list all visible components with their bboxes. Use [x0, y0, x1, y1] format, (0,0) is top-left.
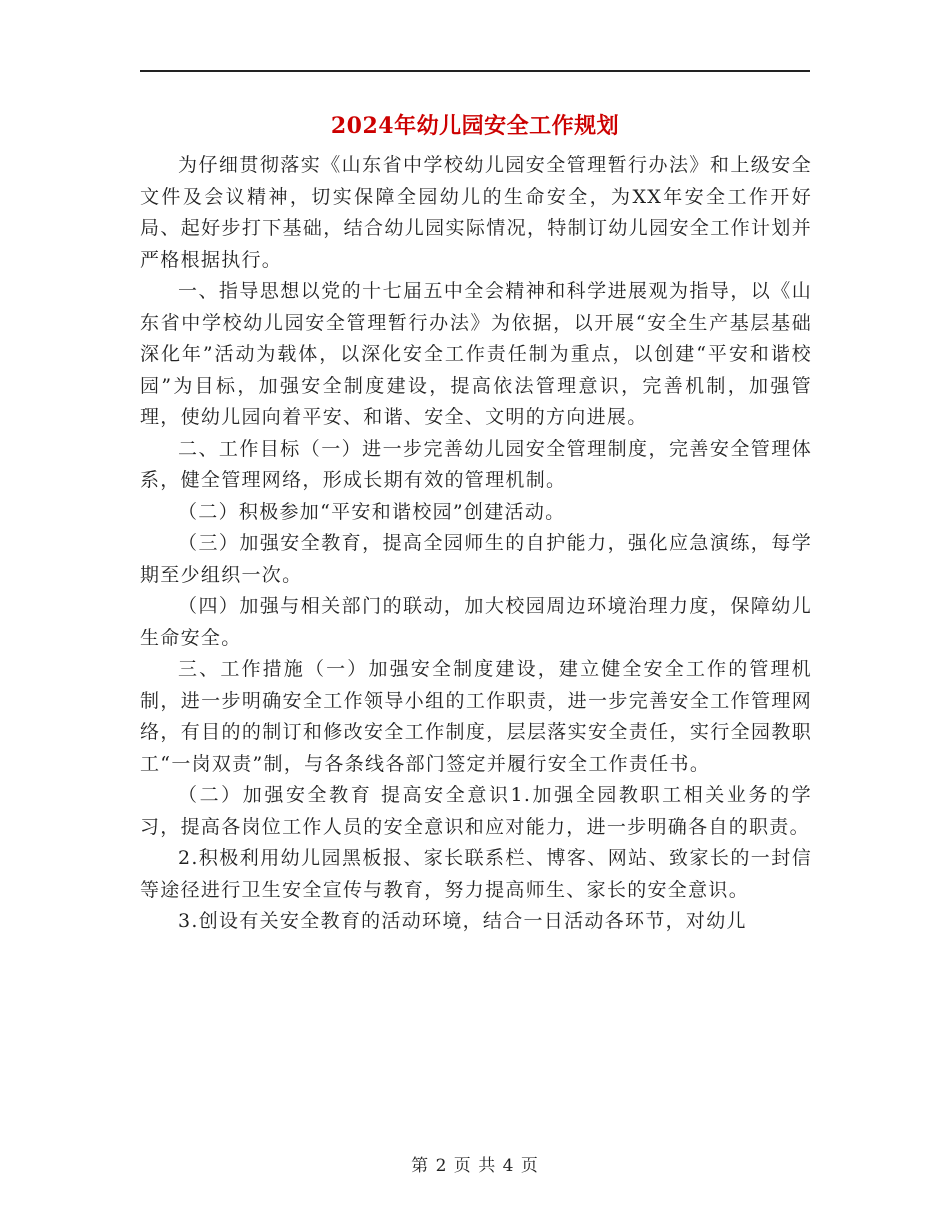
- paragraph-measures-1: 三、工作措施（一）加强安全制度建设，建立健全安全工作的管理机制，进一步明确安全工作领导小组的工作职责，进一步完善安全工作管理网络，有目的的制订和修改安全工作制度，层层落实安全责任，实行全园教职工“一岗双责”制，与各条线各部门签定并履行安全工作责任书。: [140, 658, 812, 775]
- paragraph-intro: 为仔细贯彻落实《山东省中学校幼儿园安全管理暂行办法》和上级安全文件及会议精神，切实保障全园幼儿的生命安全，为XX年安全工作开好局、起好步打下基础，结合幼儿园实际情况，特制订幼儿园安全工作计划并严格根据执行。: [140, 154, 812, 271]
- paragraph-work-goal-4: （四）加强与相关部门的联动，加大校园周边环境治理力度，保障幼儿生命安全。: [140, 595, 812, 649]
- page-footer: 第 2 页 共 4 页: [411, 1156, 539, 1176]
- paragraph-measures-2: （二）加强安全教育 提高安全意识1.加强全园教职工相关业务的学习，提高各岗位工作人员的安全意识和应对能力，进一步明确各自的职责。: [140, 784, 812, 838]
- paragraph-measures-2-item-3: 3.创设有关安全教育的活动环境，结合一日活动各环节，对幼儿: [178, 910, 747, 932]
- paragraph-work-goal-2: （二）积极参加“平安和谐校园”创建活动。: [178, 500, 566, 523]
- paragraph-guiding-ideology: 一、指导思想以党的十七届五中全会精神和科学进展观为指导，以《山东省中学校幼儿园安全管理暂行办法》为依据，以开展“安全生产基层基础深化年”活动为载体，以深化安全工作责任制为重点，以创建“平安和谐校园”为目标，加强安全制度建设，提高依法管理意识，完善机制，加强管理，使幼儿园向着平安、和谐、安全、文明的方向进展。: [140, 280, 812, 428]
- paragraph-measures-2-item-2: 2.积极利用幼儿园黑板报、家长联系栏、博客、网站、致家长的一封信等途径进行卫生安全宣传与教育，努力提高师生、家长的安全意识。: [140, 847, 812, 901]
- document-body: [140, 150, 812, 938]
- paragraph-work-goal-1: 二、工作目标（一）进一步完善幼儿园安全管理制度，完善安全管理体系，健全管理网络，形成长期有效的管理机制。: [140, 437, 812, 491]
- document-title: 2024年幼儿园安全工作规划: [330, 113, 620, 139]
- paragraph-work-goal-3: （三）加强安全教育，提高全园师生的自护能力，强化应急演练，每学期至少组织一次。: [140, 532, 812, 586]
- header-rule: [140, 70, 810, 72]
